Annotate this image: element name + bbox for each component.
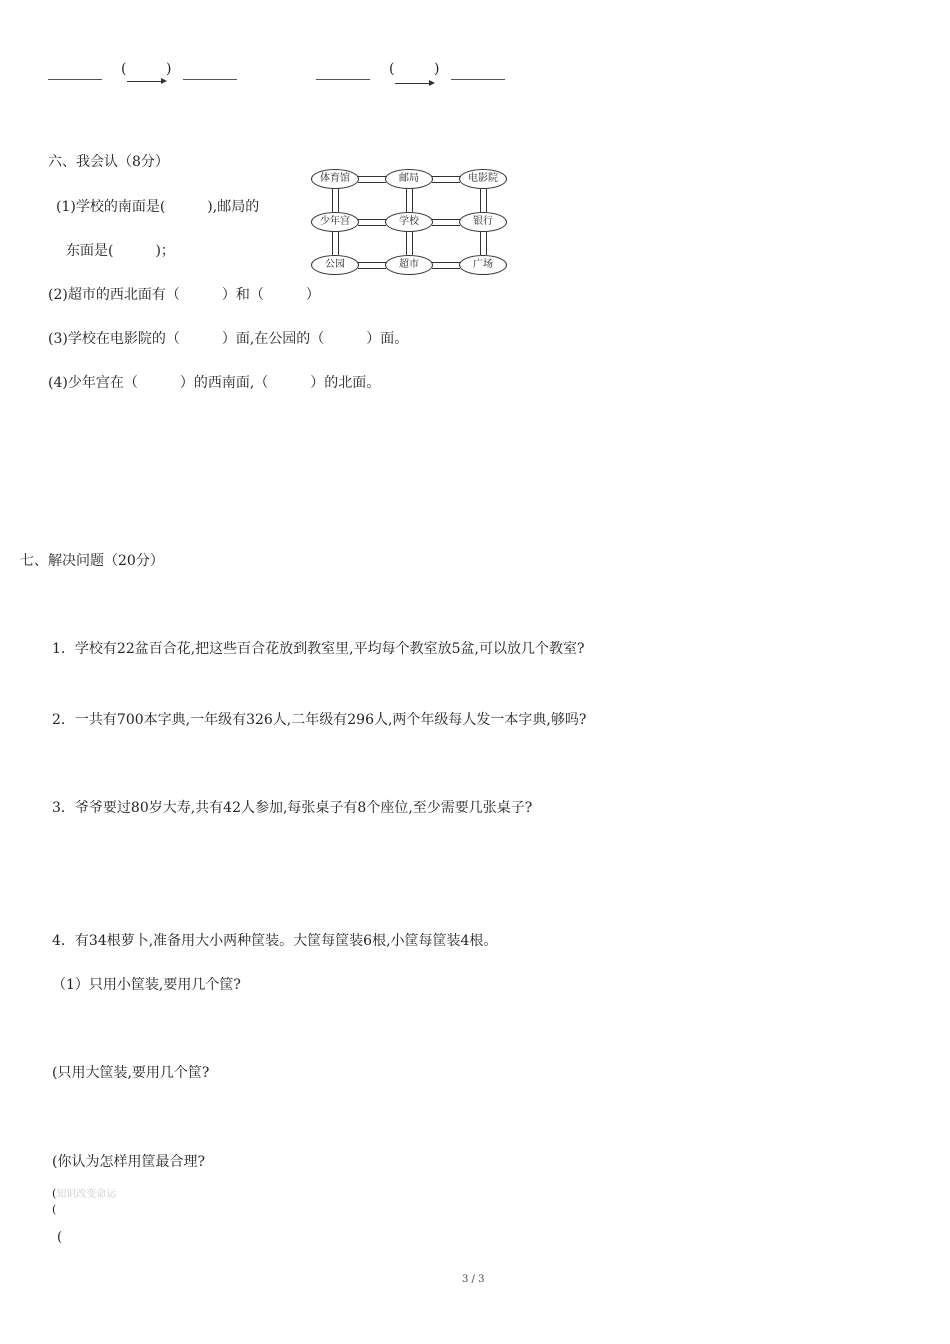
- section-7-heading: 七、解决问题（20分）: [20, 553, 164, 569]
- problem-4-part-3: (你认为怎样用筐最合理?: [52, 1154, 205, 1170]
- arrow-right-icon: [127, 81, 165, 82]
- road: [358, 262, 386, 269]
- paren-open-2: (: [389, 61, 395, 77]
- map-node-supermarket: 超市: [385, 255, 433, 275]
- blank-line-4: [451, 79, 505, 80]
- tail-line-2: (: [52, 1203, 57, 1216]
- question-1-line-2: 东面是( )；: [66, 243, 175, 259]
- arrow-right-icon: [395, 83, 433, 84]
- map-node-gym: 体育馆: [311, 169, 359, 189]
- problem-1: 1．学校有22盆百合花,把这些百合花放到教室里,平均每个教室放5盆,可以放几个教室?: [52, 641, 585, 657]
- road: [332, 232, 339, 255]
- problem-4-part-2: (只用大筐装,要用几个筐?: [52, 1065, 210, 1081]
- paren-close-1: ): [166, 61, 172, 77]
- question-2: (2)超市的西北面有（ ）和（ ）: [48, 287, 320, 303]
- map-node-cinema: 电影院: [459, 169, 507, 189]
- section-6-heading: 六、我会认（8分）: [48, 154, 169, 170]
- problem-2: 2．一共有700本字典,一年级有326人,二年级有296人,两个年级每人发一本字典,够吗?: [52, 712, 587, 728]
- problem-4-part-1: （1）只用小筐装,要用几个筐?: [52, 977, 241, 993]
- blank-line-1: [48, 79, 102, 80]
- blank-line-3: [316, 79, 370, 80]
- road: [432, 176, 460, 183]
- road: [406, 189, 413, 212]
- road: [480, 189, 487, 212]
- road: [432, 219, 460, 226]
- tail-paren-1: (: [52, 1187, 57, 1200]
- map-node-square: 广场: [459, 255, 507, 275]
- watermark-text: 知识改变命运: [56, 1189, 117, 1200]
- road: [432, 262, 460, 269]
- question-4: (4)少年宫在（ ）的西南面,（ ）的北面。: [48, 375, 381, 391]
- question-3: (3)学校在电影院的（ ）面,在公园的（ ）面。: [48, 331, 409, 347]
- road: [332, 189, 339, 212]
- road: [480, 232, 487, 255]
- question-1-line-1: (1)学校的南面是( ),邮局的: [56, 199, 260, 215]
- road: [406, 232, 413, 255]
- map-node-bank: 银行: [459, 212, 507, 232]
- problem-3: 3．爷爷要过80岁大寿,共有42人参加,每张桌子有8个座位,至少需要几张桌子?: [52, 800, 533, 816]
- blank-line-2: [183, 79, 237, 80]
- road: [358, 176, 386, 183]
- tail-line-3: (: [57, 1230, 63, 1245]
- map-node-school: 学校: [385, 212, 433, 232]
- tail-line-1: [52, 1185, 116, 1200]
- problem-4: 4．有34根萝卜,准备用大小两种筐装。大筐每筐装6根,小筐每筐装4根。: [52, 933, 498, 949]
- page-number: 3 / 3: [462, 1274, 485, 1285]
- paren-open-1: (: [121, 61, 127, 77]
- map-node-park: 公园: [311, 255, 359, 275]
- map-node-youth-palace: 少年宫: [311, 212, 359, 232]
- road: [358, 219, 386, 226]
- map-node-post-office: 邮局: [385, 169, 433, 189]
- paren-close-2: ): [434, 61, 440, 77]
